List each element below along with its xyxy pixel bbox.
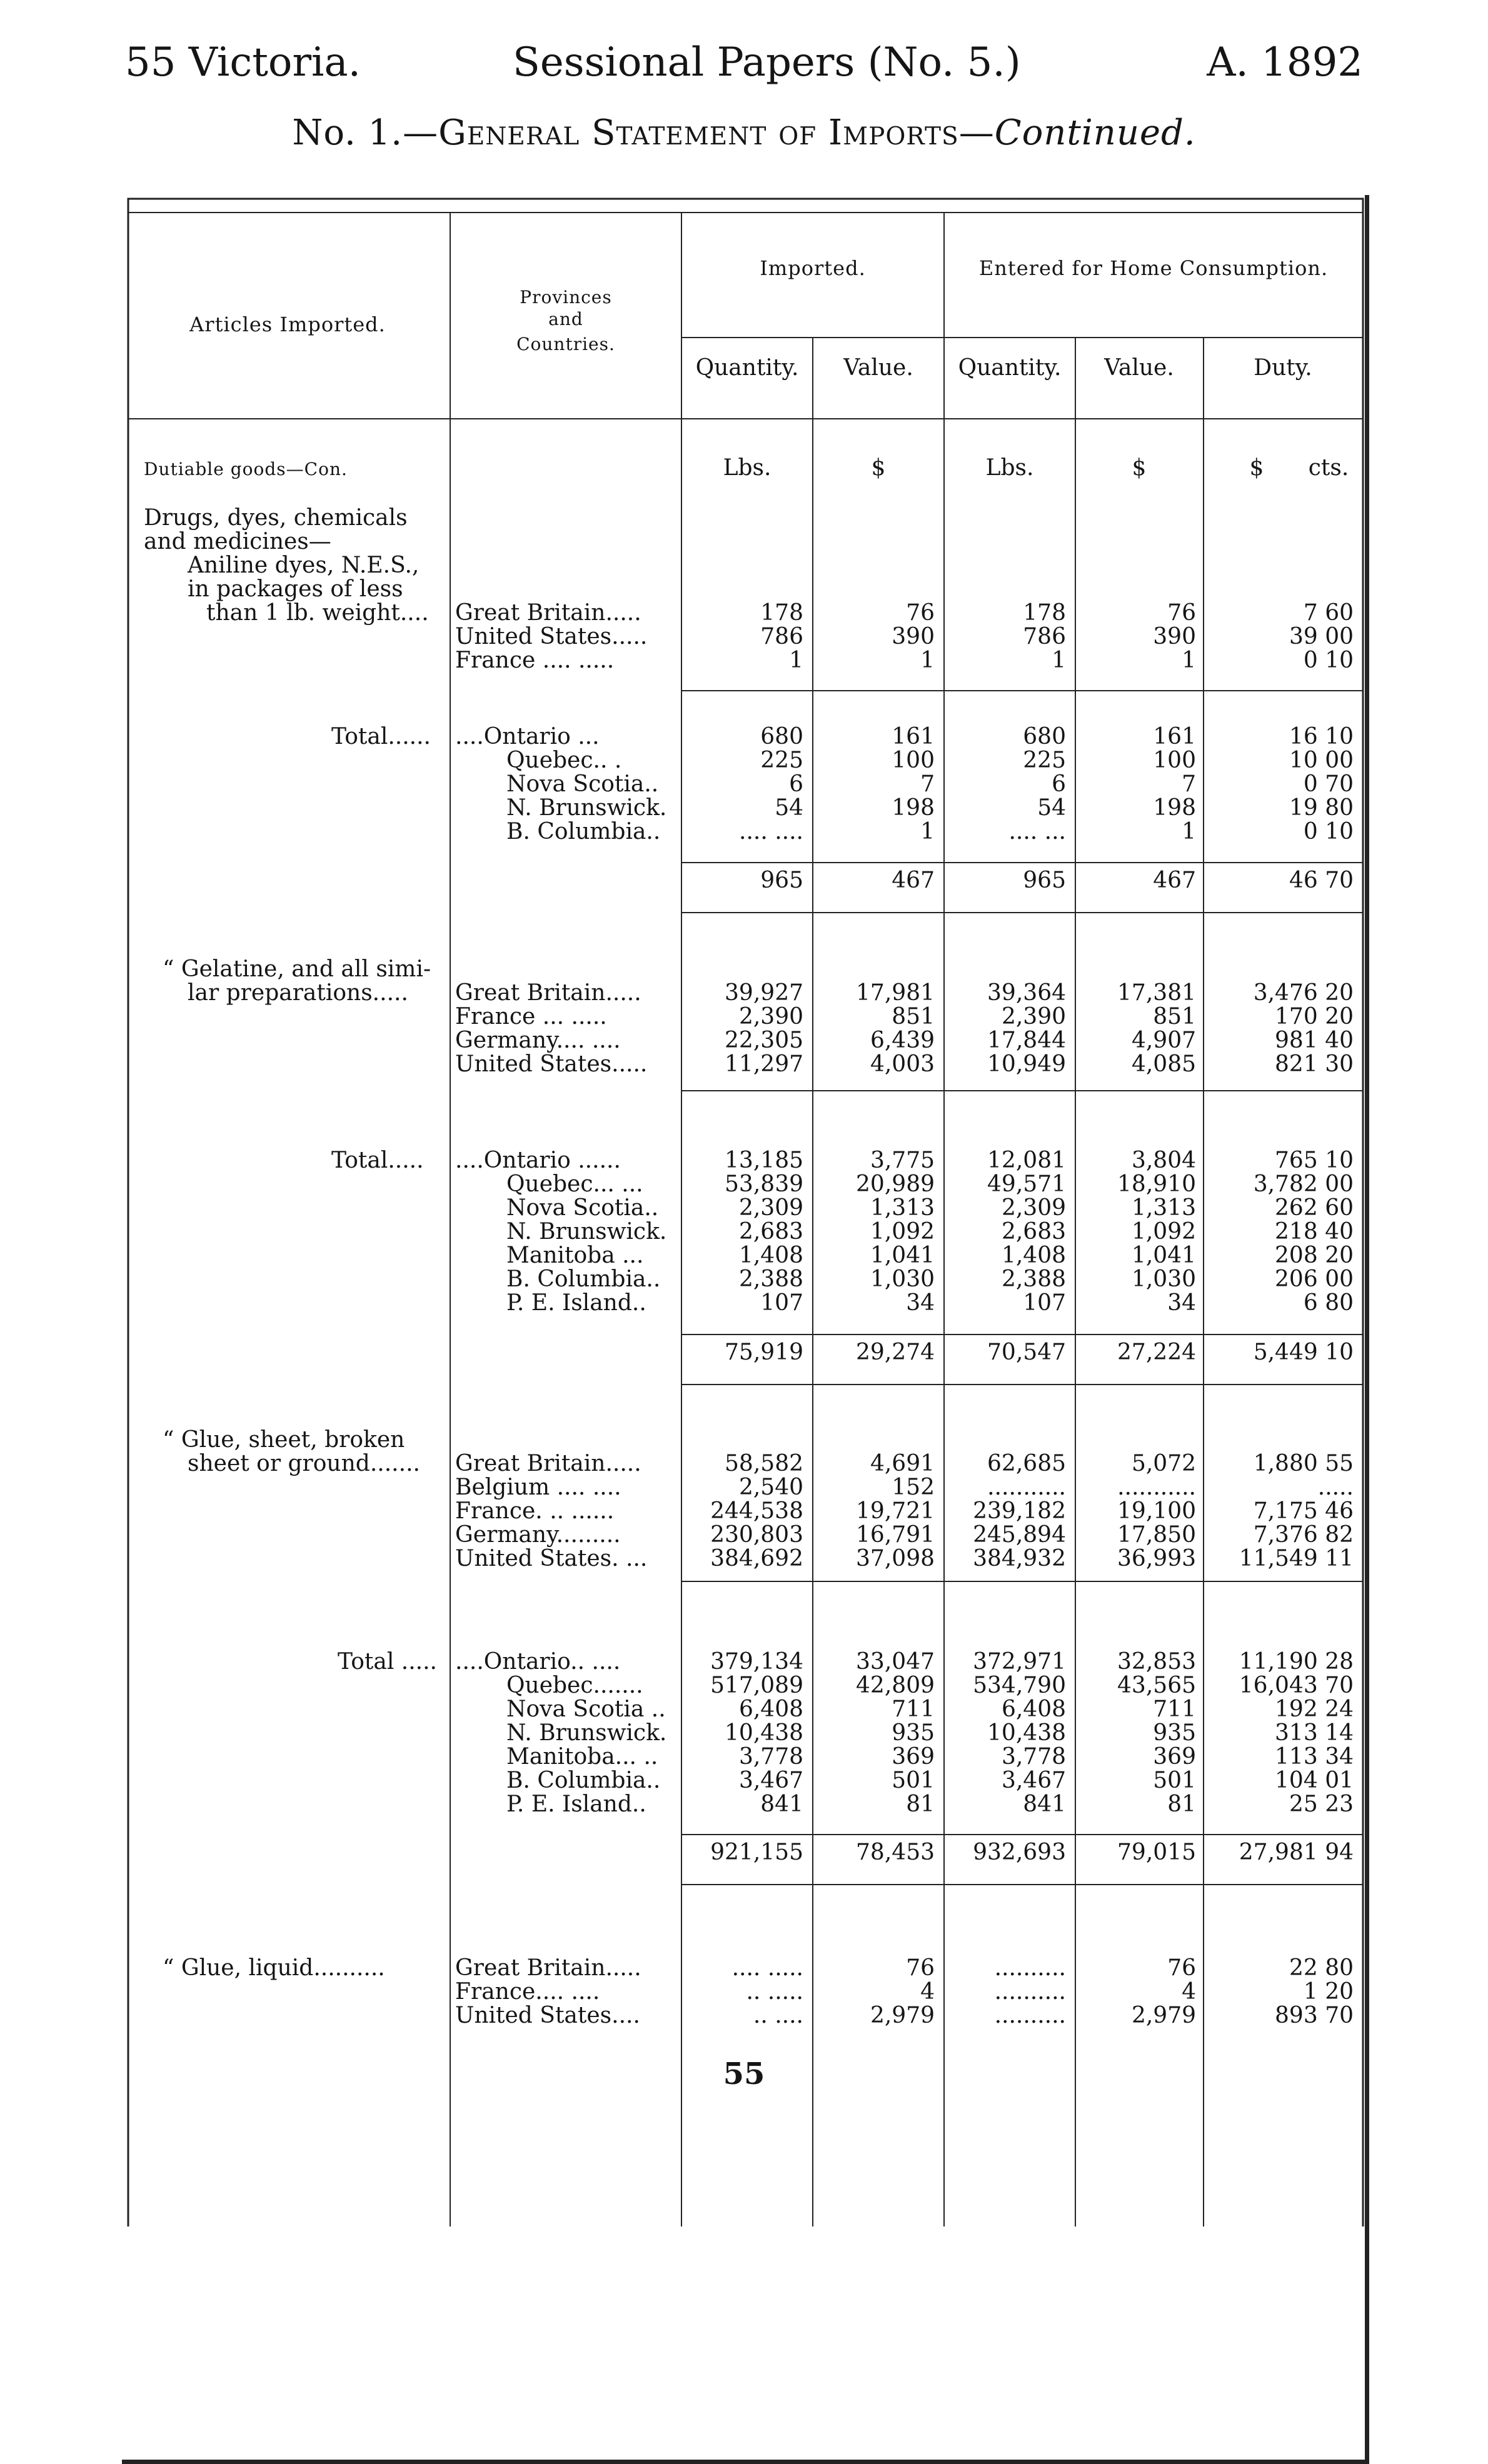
entered-value-cell: 161	[1153, 724, 1196, 749]
entered-value-cell: 467	[1153, 868, 1196, 893]
entered-value-cell: ...........	[1117, 1475, 1196, 1500]
duty-cell: 113 34	[1275, 1744, 1354, 1770]
value-cell: 6,439	[870, 1028, 935, 1053]
duty-cell: 0 10	[1303, 648, 1354, 673]
value-cell: 198	[892, 795, 935, 821]
entered-value-cell: 1	[1182, 819, 1196, 844]
value-cell: 4	[920, 1979, 935, 2005]
page-number: 55	[723, 2056, 765, 2091]
country-cell: ....Ontario ...	[455, 724, 600, 749]
country-cell: Belgium .... ....	[455, 1475, 621, 1500]
duty-cell: 19 80	[1289, 795, 1354, 821]
country-cell: N. Brunswick.	[506, 1720, 667, 1746]
entered-quantity-cell: 534,790	[973, 1673, 1066, 1698]
country-cell: Nova Scotia..	[506, 771, 659, 797]
country-cell: ....Ontario.. ....	[455, 1649, 621, 1675]
duty-cell: 765 10	[1275, 1148, 1354, 1173]
entered-value-cell: 2,979	[1131, 2003, 1196, 2028]
value-cell: 1	[920, 648, 935, 673]
value-cell: 2,979	[870, 2003, 935, 2028]
entered-quantity-cell: 62,685	[987, 1451, 1066, 1476]
entered-quantity-cell: 1,408	[1001, 1243, 1066, 1268]
duty-cell: 6 80	[1303, 1290, 1354, 1316]
entered-quantity-cell: 107	[1023, 1290, 1066, 1316]
entered-quantity-cell: ..........	[994, 1955, 1066, 1981]
entered-quantity-cell: 6	[1052, 771, 1066, 797]
col-header-provinces-2: and	[548, 309, 583, 329]
quantity-cell: 517,089	[710, 1673, 803, 1698]
quantity-cell: 921,155	[710, 1840, 803, 1865]
country-cell: Manitoba... ..	[506, 1744, 658, 1770]
entered-quantity-cell: 70,547	[987, 1340, 1066, 1365]
value-cell: 16,791	[856, 1522, 935, 1548]
duty-cell: 11,549 11	[1239, 1546, 1354, 1571]
duty-cell: 208 20	[1275, 1243, 1354, 1268]
entered-quantity-cell: 841	[1023, 1791, 1066, 1817]
entered-quantity-cell: 2,309	[1001, 1195, 1066, 1221]
value-cell: 78,453	[856, 1840, 935, 1865]
section-dutiable-goods: Dutiable goods—Con.	[144, 459, 348, 479]
entered-quantity-cell: 965	[1023, 868, 1066, 893]
quantity-cell: 230,803	[710, 1522, 803, 1548]
entered-value-cell: 4,907	[1131, 1028, 1196, 1053]
entered-quantity-cell: 3,467	[1001, 1768, 1066, 1793]
entered-value-cell: 43,565	[1117, 1673, 1196, 1698]
country-cell: France.... ....	[455, 1979, 600, 2005]
quantity-cell: 786	[760, 624, 803, 649]
entered-value-cell: 4,085	[1131, 1051, 1196, 1077]
col-header-value: Value.	[843, 355, 913, 381]
quantity-cell: .... ....	[739, 819, 803, 844]
article-line: and medicines—	[144, 529, 331, 554]
entered-value-cell: 501	[1153, 1768, 1196, 1793]
entered-value-cell: 1,030	[1131, 1266, 1196, 1292]
quantity-cell: 2,540	[738, 1475, 803, 1500]
value-cell: 20,989	[856, 1171, 935, 1197]
title-main: General Statement of Imports	[438, 113, 959, 153]
duty-cell: 1,880 55	[1253, 1451, 1354, 1476]
quantity-cell: 2,388	[738, 1266, 803, 1292]
article-line: “ Glue, sheet, broken	[163, 1427, 405, 1453]
value-cell: 81	[906, 1791, 935, 1817]
country-cell: B. Columbia..	[506, 819, 661, 844]
country-cell: United States.....	[455, 1051, 648, 1077]
value-cell: 1,041	[870, 1243, 935, 1268]
country-cell: Quebec.......	[506, 1673, 643, 1698]
quantity-cell: 841	[760, 1791, 803, 1817]
duty-cell: 7,175 46	[1253, 1498, 1354, 1524]
country-cell: Quebec... ...	[506, 1171, 643, 1197]
quantity-cell: 225	[760, 748, 803, 773]
quantity-cell: 22,305	[725, 1028, 803, 1053]
header-series: Sessional Papers (No. 5.)	[513, 39, 1021, 86]
value-cell: 1,313	[870, 1195, 935, 1221]
entered-quantity-cell: 49,571	[987, 1171, 1066, 1197]
entered-quantity-cell: 372,971	[973, 1649, 1066, 1675]
entered-value-cell: 851	[1153, 1004, 1196, 1029]
value-cell: 34	[906, 1290, 935, 1316]
quantity-cell: 53,839	[725, 1171, 803, 1197]
entered-quantity-cell: 786	[1023, 624, 1066, 649]
value-cell: 369	[892, 1744, 935, 1770]
country-cell: Great Britain.....	[455, 980, 641, 1006]
entered-value-cell: 34	[1167, 1290, 1196, 1316]
title-suffix: Continued.	[994, 113, 1196, 153]
value-cell: 7	[920, 771, 935, 797]
duty-cell: 46 70	[1289, 868, 1354, 893]
country-cell: France. .. ......	[455, 1498, 615, 1524]
total-label: Total......	[331, 724, 431, 749]
entered-value-cell: 17,850	[1117, 1522, 1196, 1548]
value-cell: 4,003	[870, 1051, 935, 1077]
value-cell: 501	[892, 1768, 935, 1793]
col-header-duty: Duty.	[1254, 355, 1312, 381]
entered-quantity-cell: 54	[1037, 795, 1066, 821]
entered-quantity-cell: 178	[1023, 600, 1066, 626]
entered-value-cell: 19,100	[1117, 1498, 1196, 1524]
entered-value-cell: 18,910	[1117, 1171, 1196, 1197]
quantity-cell: 244,538	[710, 1498, 803, 1524]
value-cell: 851	[892, 1004, 935, 1029]
entered-quantity-cell: 2,388	[1001, 1266, 1066, 1292]
article-line: Aniline dyes, N.E.S.,	[188, 553, 420, 578]
country-cell: Great Britain.....	[455, 1955, 641, 1981]
col-header-value2: Value.	[1104, 355, 1174, 381]
article-line: than 1 lb. weight....	[206, 600, 429, 626]
total-label: Total.....	[331, 1148, 424, 1173]
country-cell: P. E. Island..	[506, 1290, 646, 1316]
entered-value-cell: 1,092	[1131, 1219, 1196, 1245]
quantity-cell: 58,582	[725, 1451, 803, 1476]
duty-cell: 192 24	[1275, 1696, 1354, 1722]
quantity-cell: 6	[789, 771, 803, 797]
entered-value-cell: 1	[1182, 648, 1196, 673]
duty-cell: 39 00	[1289, 624, 1354, 649]
country-cell: Great Britain.....	[455, 600, 641, 626]
entered-value-cell: 7	[1182, 771, 1196, 797]
duty-cell: 893 70	[1275, 2003, 1354, 2028]
country-cell: France ... .....	[455, 1004, 607, 1029]
entered-value-cell: 76	[1167, 600, 1196, 626]
value-cell: 1,092	[870, 1219, 935, 1245]
duty-cell: 0 70	[1303, 771, 1354, 797]
article-line: “ Gelatine, and all simi-	[163, 956, 431, 982]
country-cell: United States.....	[455, 624, 648, 649]
unit-dollar-duty: $	[1249, 455, 1264, 481]
quantity-cell: 10,438	[725, 1720, 803, 1746]
entered-value-cell: 81	[1167, 1791, 1196, 1817]
quantity-cell: 6,408	[738, 1696, 803, 1722]
quantity-cell: 2,390	[738, 1004, 803, 1029]
col-header-provinces-1: Provinces	[520, 287, 612, 308]
entered-quantity-cell: 3,778	[1001, 1744, 1066, 1770]
entered-quantity-cell: 10,438	[987, 1720, 1066, 1746]
country-cell: B. Columbia..	[506, 1266, 661, 1292]
country-cell: N. Brunswick.	[506, 1219, 667, 1245]
entered-quantity-cell: ...........	[987, 1475, 1066, 1500]
quantity-cell: 680	[760, 724, 803, 749]
country-cell: United States. ...	[455, 1546, 648, 1571]
value-cell: 3,775	[870, 1148, 935, 1173]
quantity-cell: .... .....	[731, 1955, 803, 1981]
country-cell: Nova Scotia ..	[506, 1696, 666, 1722]
duty-cell: 3,782 00	[1253, 1171, 1354, 1197]
duty-cell: 11,190 28	[1239, 1649, 1354, 1675]
duty-cell: 0 10	[1303, 819, 1354, 844]
entered-value-cell: 5,072	[1131, 1451, 1196, 1476]
article-line: in packages of less	[188, 576, 403, 602]
entered-quantity-cell: 10,949	[987, 1051, 1066, 1077]
entered-value-cell: 369	[1153, 1744, 1196, 1770]
unit-lbs-entered: Lbs.	[985, 455, 1034, 481]
quantity-cell: 2,683	[738, 1219, 803, 1245]
entered-quantity-cell: 6,408	[1001, 1696, 1066, 1722]
article-line: Drugs, dyes, chemicals	[144, 505, 408, 531]
duty-cell: 981 40	[1275, 1028, 1354, 1053]
country-cell: Nova Scotia..	[506, 1195, 659, 1221]
value-cell: 19,721	[856, 1498, 935, 1524]
country-cell: Manitoba ...	[506, 1243, 644, 1268]
country-cell: Germany.... ....	[455, 1028, 621, 1053]
title-dash: —	[958, 113, 995, 153]
quantity-cell: 75,919	[725, 1340, 803, 1365]
duty-cell: 313 14	[1275, 1720, 1354, 1746]
entered-quantity-cell: 2,683	[1001, 1219, 1066, 1245]
unit-dollar-imported: $	[871, 455, 886, 481]
duty-cell: 262 60	[1275, 1195, 1354, 1221]
entered-value-cell: 198	[1153, 795, 1196, 821]
col-header-quantity: Quantity.	[695, 355, 799, 381]
value-cell: 935	[892, 1720, 935, 1746]
quantity-cell: 3,778	[738, 1744, 803, 1770]
entered-value-cell: 390	[1153, 624, 1196, 649]
duty-cell: 25 23	[1289, 1791, 1354, 1817]
duty-cell: 218 40	[1275, 1219, 1354, 1245]
country-cell: P. E. Island..	[506, 1791, 646, 1817]
quantity-cell: 54	[775, 795, 803, 821]
col-header-entered: Entered for Home Consumption.	[978, 256, 1329, 280]
entered-value-cell: 4	[1182, 1979, 1196, 2005]
duty-cell: 7,376 82	[1253, 1522, 1354, 1548]
country-cell: France .... .....	[455, 648, 615, 673]
value-cell: 33,047	[856, 1649, 935, 1675]
entered-value-cell: 27,224	[1117, 1340, 1196, 1365]
value-cell: 76	[906, 600, 935, 626]
quantity-cell: 384,692	[710, 1546, 803, 1571]
quantity-cell: 1,408	[738, 1243, 803, 1268]
entered-quantity-cell: 12,081	[987, 1148, 1066, 1173]
entered-quantity-cell: .... ...	[1008, 819, 1066, 844]
duty-cell: 7 60	[1303, 600, 1354, 626]
unit-dollar-entered: $	[1132, 455, 1147, 481]
col-header-imported: Imported.	[760, 256, 866, 280]
country-cell: B. Columbia..	[506, 1768, 661, 1793]
quantity-cell: 107	[760, 1290, 803, 1316]
country-cell: United States....	[455, 2003, 640, 2028]
entered-value-cell: 1,041	[1131, 1243, 1196, 1268]
quantity-cell: .. ....	[753, 2003, 803, 2028]
country-cell: Quebec.. .	[506, 748, 622, 773]
entered-quantity-cell: 384,932	[973, 1546, 1066, 1571]
entered-quantity-cell: 225	[1023, 748, 1066, 773]
value-cell: 29,274	[856, 1340, 935, 1365]
duty-cell: 16,043 70	[1239, 1673, 1354, 1698]
value-cell: 100	[892, 748, 935, 773]
col-header-quantity2: Quantity.	[958, 355, 1062, 381]
entered-quantity-cell: ..........	[994, 2003, 1066, 2028]
entered-value-cell: 32,853	[1117, 1649, 1196, 1675]
value-cell: 711	[892, 1696, 935, 1722]
quantity-cell: 379,134	[710, 1649, 803, 1675]
quantity-cell: 3,467	[738, 1768, 803, 1793]
value-cell: 37,098	[856, 1546, 935, 1571]
duty-cell: 27,981 94	[1239, 1840, 1354, 1865]
country-cell: N. Brunswick.	[506, 795, 667, 821]
table-rows	[455, 600, 1354, 2028]
value-cell: 4,691	[870, 1451, 935, 1476]
quantity-cell: 2,309	[738, 1195, 803, 1221]
value-cell: 161	[892, 724, 935, 749]
country-cell: Great Britain.....	[455, 1451, 641, 1476]
quantity-cell: 11,297	[725, 1051, 803, 1077]
unit-cents-duty: cts.	[1308, 455, 1349, 481]
entered-value-cell: 79,015	[1117, 1840, 1196, 1865]
duty-cell: .....	[1317, 1475, 1354, 1500]
entered-value-cell: 76	[1167, 1955, 1196, 1981]
entered-value-cell: 1,313	[1131, 1195, 1196, 1221]
entered-quantity-cell: 17,844	[987, 1028, 1066, 1053]
article-line: lar preparations.....	[188, 980, 408, 1006]
entered-value-cell: 17,381	[1117, 980, 1196, 1006]
entered-quantity-cell: 1	[1052, 648, 1066, 673]
quantity-cell: 965	[760, 868, 803, 893]
entered-quantity-cell: 239,182	[973, 1498, 1066, 1524]
value-cell: 390	[892, 624, 935, 649]
entered-quantity-cell: ..........	[994, 1979, 1066, 2005]
quantity-cell: .. .....	[746, 1979, 803, 2005]
entered-value-cell: 3,804	[1131, 1148, 1196, 1173]
duty-cell: 22 80	[1289, 1955, 1354, 1981]
header-volume: 55 Victoria.	[125, 39, 361, 86]
country-cell: ....Ontario ......	[455, 1148, 621, 1173]
value-cell: 76	[906, 1955, 935, 1981]
article-line: “ Glue, liquid..........	[163, 1955, 385, 1981]
entered-value-cell: 935	[1153, 1720, 1196, 1746]
entered-quantity-cell: 2,390	[1001, 1004, 1066, 1029]
quantity-cell: 13,185	[725, 1148, 803, 1173]
quantity-cell: 39,927	[725, 980, 803, 1006]
unit-lbs-imported: Lbs.	[723, 455, 772, 481]
country-cell: Germany.........	[455, 1522, 621, 1548]
total-label: Total .....	[338, 1649, 437, 1675]
duty-cell: 170 20	[1275, 1004, 1354, 1029]
entered-quantity-cell: 932,693	[973, 1840, 1066, 1865]
duty-cell: 206 00	[1275, 1266, 1354, 1292]
article-line: sheet or ground.......	[188, 1451, 420, 1476]
title-prefix: No. 1.—	[292, 113, 439, 153]
duty-cell: 5,449 10	[1253, 1340, 1354, 1365]
entered-value-cell: 36,993	[1117, 1546, 1196, 1571]
entered-value-cell: 100	[1153, 748, 1196, 773]
duty-cell: 10 00	[1289, 748, 1354, 773]
quantity-cell: 178	[760, 600, 803, 626]
duty-cell: 3,476 20	[1253, 980, 1354, 1006]
value-cell: 42,809	[856, 1673, 935, 1698]
value-cell: 1	[920, 819, 935, 844]
entered-quantity-cell: 245,894	[973, 1522, 1066, 1548]
value-cell: 152	[892, 1475, 935, 1500]
value-cell: 1,030	[870, 1266, 935, 1292]
duty-cell: 104 01	[1275, 1768, 1354, 1793]
entered-quantity-cell: 39,364	[987, 980, 1066, 1006]
quantity-cell: 1	[789, 648, 803, 673]
entered-quantity-cell: 680	[1023, 724, 1066, 749]
col-header-articles: Articles Imported.	[189, 313, 386, 336]
value-cell: 17,981	[856, 980, 935, 1006]
col-header-provinces-3: Countries.	[516, 334, 615, 354]
value-cell: 467	[892, 868, 935, 893]
duty-cell: 16 10	[1289, 724, 1354, 749]
duty-cell: 821 30	[1275, 1051, 1354, 1077]
header-year: A. 1892	[1207, 39, 1363, 86]
duty-cell: 1 20	[1303, 1979, 1354, 2005]
entered-value-cell: 711	[1153, 1696, 1196, 1722]
